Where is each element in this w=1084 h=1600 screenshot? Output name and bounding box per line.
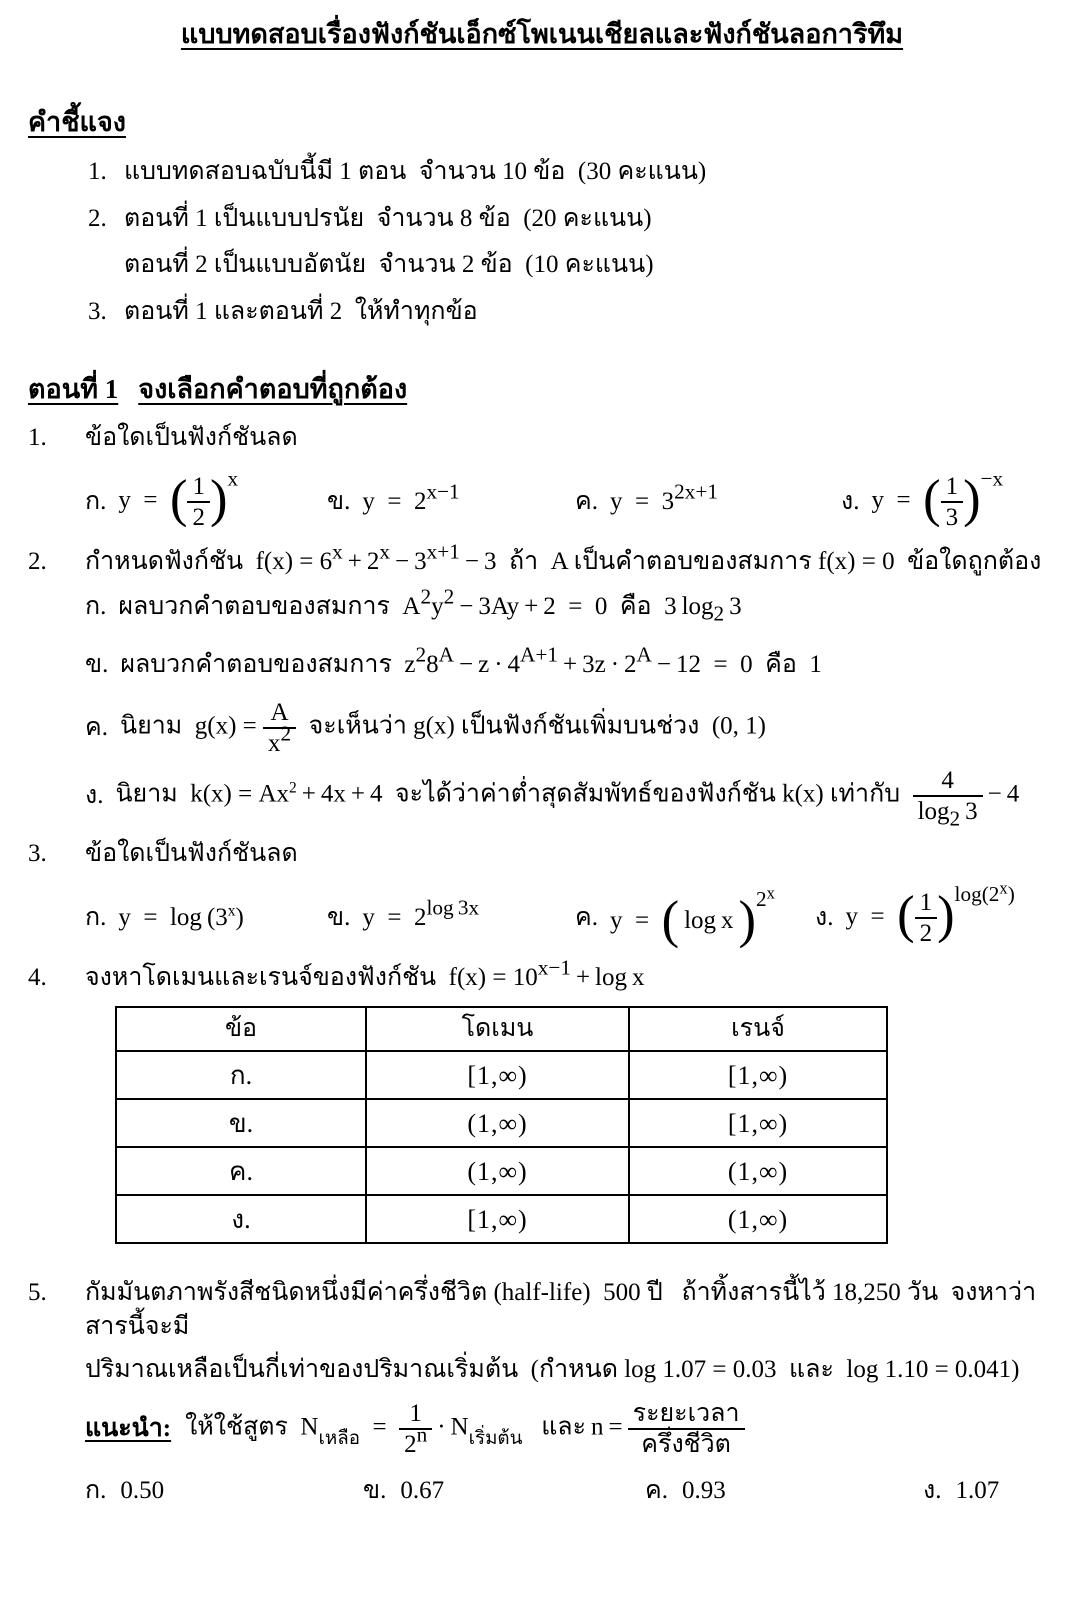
option-a xyxy=(85,583,1056,631)
choice-label: ข. xyxy=(327,903,351,931)
hint xyxy=(85,1396,1056,1462)
choice-c xyxy=(575,883,815,949)
question-2 xyxy=(28,539,1056,835)
choice-label: ค. xyxy=(575,903,598,931)
question-body xyxy=(85,539,1056,835)
table-cell-range: [1,∞) xyxy=(629,1099,887,1147)
choice-label: ค. xyxy=(575,488,598,516)
choice-a xyxy=(85,901,327,935)
instructions-list xyxy=(28,155,1056,329)
section1-heading xyxy=(28,371,1056,407)
instruction-number: 3. xyxy=(88,298,107,326)
table-row xyxy=(116,1147,887,1195)
table-row xyxy=(116,1099,887,1147)
table-header-item: ข้อ xyxy=(116,1007,366,1051)
instructions-heading-text: คำชี้แจง xyxy=(28,107,126,138)
instruction-text: ตอนที่ 2 เป็นแบบอัตนัย จำนวน 2 ข้อ (10 คะแนน) xyxy=(124,251,654,279)
choice-formula: y = ( $\frac{1}{2}$ )$^{log(2^x)}$ xyxy=(845,878,1015,947)
choice-label: ง. xyxy=(815,903,834,931)
choice-formula: y = ( log x )$^{2^x}$ xyxy=(609,883,775,949)
choice-b xyxy=(327,895,575,935)
question-number: 5. xyxy=(28,1279,47,1307)
instruction-item xyxy=(88,248,1056,282)
question-number: 4. xyxy=(28,963,47,991)
option-formula: นิยาม $k(x) = Ax^2 + 4x + 4$ จะได้ว่าค่าต่ำสุดสัมพัทธ์ของฟังก์ชัน k(x) เท่ากับ $\frac{4}{\log_2 3}$ − 4 xyxy=(115,766,1020,831)
table-cell-range: (1,∞) xyxy=(629,1147,887,1195)
question-stem-line-1: กัมมันตภาพรังสีชนิดหนึ่งมีค่าครึ่งชีวิต (half-life) 500 ปี ถ้าทิ้งสารนี้ไว้ 18,250 วัน จงหาว่าสารนี้จะมี xyxy=(85,1279,1037,1341)
option-b xyxy=(85,641,1056,689)
section1-label: ตอนที่ 1 xyxy=(28,373,119,404)
answer-d xyxy=(923,1474,999,1508)
table-cell-label: ก. xyxy=(116,1051,366,1099)
answer-b xyxy=(363,1474,645,1508)
table-row xyxy=(116,1051,887,1099)
question-body xyxy=(85,1276,1056,1507)
instruction-number: 2. xyxy=(88,204,107,232)
answer-label: ค. xyxy=(645,1476,668,1504)
choice-d xyxy=(815,878,1015,947)
choice-formula: y = ( $\frac{1}{3}$ )$^{-x}$ xyxy=(871,466,1004,532)
section1-title: จงเลือกคำตอบที่ถูกต้อง xyxy=(138,373,408,404)
instruction-text: แบบทดสอบฉบับนี้มี 1 ตอน จำนวน 10 ข้อ (30 คะแนน) xyxy=(124,157,707,185)
option-label: ค. xyxy=(85,713,108,741)
question-1 xyxy=(28,421,1056,545)
choice-row xyxy=(85,459,1056,545)
answer-value: 0.67 xyxy=(400,1476,445,1504)
choice-formula: $y = 2^{x-1}$ xyxy=(362,479,460,516)
choice-label: ข. xyxy=(327,488,351,516)
domain-range-table xyxy=(115,1006,888,1244)
answer-value: 0.50 xyxy=(120,1476,165,1504)
table-header-domain: โดเมน xyxy=(366,1007,629,1051)
table-cell-label: ค. xyxy=(116,1147,366,1195)
answer-label: ง. xyxy=(923,1476,942,1504)
answer-label: ก. xyxy=(85,1476,107,1504)
option-label: ข. xyxy=(85,650,109,678)
answer-value: 1.07 xyxy=(955,1476,1000,1504)
hint-label: แนะนำ: xyxy=(85,1414,172,1442)
option-formula: ผลบวกคำตอบของสมการ $z^28^A - z \cdot 4^{A+1} + 3z \cdot 2^A - 12 = 0$ คือ 1 xyxy=(120,642,822,678)
choice-b xyxy=(327,479,575,519)
instruction-text: ตอนที่ 1 เป็นแบบปรนัย จำนวน 8 ข้อ (20 คะแนน) xyxy=(124,204,652,232)
choice-formula: $y = 2^{log 3x}$ xyxy=(362,895,480,931)
instruction-text: ตอนที่ 1 และตอนที่ 2 ให้ทำทุกข้อ xyxy=(124,298,478,326)
choice-row xyxy=(85,875,1056,961)
table-cell-range: [1,∞) xyxy=(629,1051,887,1099)
instruction-item xyxy=(88,155,1056,189)
answers-row xyxy=(85,1474,1056,1508)
page-title-text: แบบทดสอบเรื่องฟังก์ชันเอ็กซ์โพเนนเชียลและฟังก์ชันลอการิทึม xyxy=(180,19,904,49)
option-c xyxy=(85,699,1056,757)
choice-label: ง. xyxy=(841,488,860,516)
choice-a xyxy=(85,466,327,532)
choice-formula: y = ( $\frac{1}{2}$ )$^x$ xyxy=(118,466,239,532)
table-cell-domain: [1,∞) xyxy=(366,1051,629,1099)
table-cell-domain: [1,∞) xyxy=(366,1195,629,1243)
answer-a xyxy=(85,1474,363,1508)
instruction-number xyxy=(88,248,124,282)
question-stem-line-2: ปริมาณเหลือเป็นกี่เท่าของปริมาณเริ่มต้น (กำหนด log 1.07 = 0.03 และ log 1.10 = 0.041) xyxy=(85,1355,1020,1383)
table-header-range: เรนจ์ xyxy=(629,1007,887,1051)
table-cell-range: (1,∞) xyxy=(629,1195,887,1243)
hint-formula: ให้ใช้สูตร $N_{เหลือ}$ = $\frac{1}{2^n}$ · $N_{เริ่มต้น}$ และ n = ระยะเวลา ครึ่งชีวิต xyxy=(185,1400,744,1458)
question-4 xyxy=(28,954,1056,1245)
table-row xyxy=(116,1195,887,1243)
question-body xyxy=(85,837,1056,961)
question-body xyxy=(85,421,1056,545)
question-5 xyxy=(28,1276,1056,1507)
option-label: ก. xyxy=(85,592,107,620)
option-d xyxy=(85,766,1056,831)
instruction-item xyxy=(88,202,1056,236)
choice-c xyxy=(575,479,841,519)
question-body xyxy=(85,954,1056,1245)
answer-label: ข. xyxy=(363,1476,387,1504)
question-3 xyxy=(28,837,1056,961)
question-stem: ข้อใดเป็นฟังก์ชันลด xyxy=(85,424,298,452)
table-header-row xyxy=(116,1007,887,1051)
question-number: 1. xyxy=(28,424,47,452)
instruction-number: 1. xyxy=(88,157,107,185)
question-stem: ข้อใดเป็นฟังก์ชันลด xyxy=(85,839,298,867)
table-cell-domain: (1,∞) xyxy=(366,1099,629,1147)
page-title xyxy=(28,16,1056,52)
choice-formula: $y = 3^{2x+1}$ xyxy=(609,479,718,516)
answer-c xyxy=(645,1474,923,1508)
choice-d xyxy=(841,466,1004,532)
choice-label: ก. xyxy=(85,903,107,931)
option-label: ง. xyxy=(85,781,104,809)
question-number: 3. xyxy=(28,839,47,867)
instruction-item xyxy=(88,295,1056,329)
table-cell-label: ข. xyxy=(116,1099,366,1147)
option-formula: นิยาม g(x) = $\frac{A}{x^2}$ จะเห็นว่า g(x) เป็นฟังก์ชันเพิ่มบนช่วง (0, 1) xyxy=(119,698,766,757)
table-cell-label: ง. xyxy=(116,1195,366,1243)
question-stem: กำหนดฟังก์ชัน $f(x) = 6^x + 2^x - 3^{x+1} - 3$ ถ้า A เป็นคำตอบของสมการ f(x) = 0 ข้อใดถูกต้อง xyxy=(85,539,1042,576)
instructions-heading xyxy=(28,104,1056,140)
question-number: 2. xyxy=(28,548,47,576)
question-stem: จงหาโดเมนและเรนจ์ของฟังก์ชัน $f(x) = 10^{x-1} + \log x$ xyxy=(85,954,645,991)
answer-value: 0.93 xyxy=(681,1476,726,1504)
option-formula: ผลบวกคำตอบของสมการ $A^2y^2 - 3Ay + 2 = 0$ คือ 3 $\log_2 3$ xyxy=(118,584,742,626)
choice-label: ก. xyxy=(85,488,107,516)
choice-formula: y = log (3$^x$) xyxy=(118,902,244,931)
table-cell-domain: (1,∞) xyxy=(366,1147,629,1195)
